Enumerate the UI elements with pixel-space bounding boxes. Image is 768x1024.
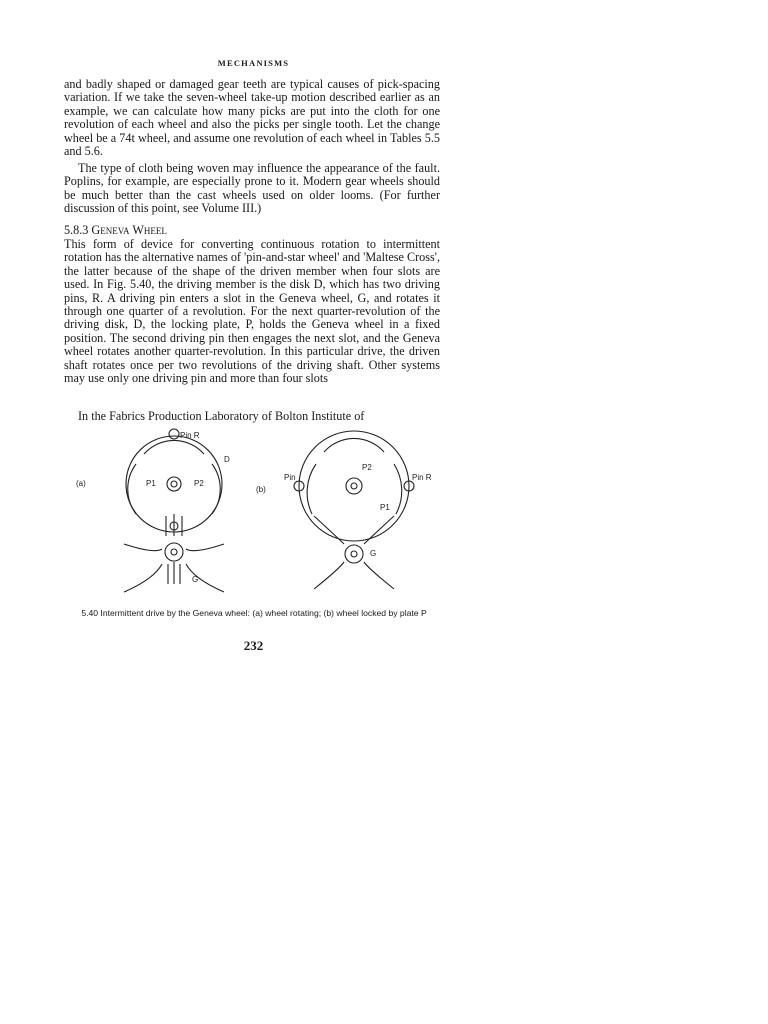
running-head: MECHANISMS xyxy=(217,58,290,68)
plate-arc-left-a xyxy=(128,464,136,514)
plate-arc-right-a xyxy=(212,464,220,514)
paragraph-text: This form of device for converting continuous rotation to intermittent rotation has the alternative names of 'pin-and-star wheel' and 'Maltese Cross', the latter because of the shape of the driven member when four slots are used. In Fig. 5.40, the driving member is the disk D, which has two driving pins, R. A driving pin enters a slot in the Geneva wheel, G, and rotates it through one quarter of a revolution. For the next quarter-revolution of the driving disk, D, the locking plate, P, holds the Geneva wheel in a fixed position. The second driving pin then engages the next slot, and the Geneva wheel rotates another quarter-revolution. In this particular drive, the driven shaft rotates once per two revolutions of the driving shaft. Other systems may use only one driving pin and more than four slots xyxy=(64,237,440,386)
geneva-arms-upper-b xyxy=(314,516,394,544)
paragraph-text: The type of cloth being woven may influence the appearance of the fault. Poplins, for example, are especially prone to it. Modern gear wheels should be much better than the cast wheels used on older looms. (For further discussion of this point, see Volume III.) xyxy=(64,161,440,216)
label-pin-r-a: Pin R xyxy=(180,431,200,440)
paragraph-pick-spacing xyxy=(64,78,440,158)
label-pin-left-b: Pin xyxy=(284,473,296,482)
label-a: (a) xyxy=(76,479,86,488)
geneva-slot-top-a xyxy=(166,514,182,536)
disk-hub-b xyxy=(346,478,362,494)
plate-arc-right-b xyxy=(394,464,402,514)
geneva-shaft-b xyxy=(351,551,357,557)
geneva-hub-a xyxy=(165,543,183,561)
section-heading: 5.8.3 Geneva Wheel xyxy=(64,223,167,237)
paragraph-cloth-type xyxy=(64,162,440,216)
locking-plate-arc-b xyxy=(324,438,384,452)
geneva-arms-lower-b xyxy=(314,562,394,589)
disk-hub-a xyxy=(167,477,181,491)
paragraph-geneva-wheel xyxy=(64,238,440,385)
label-b: (b) xyxy=(256,485,266,494)
label-g-b: G xyxy=(370,549,377,558)
geneva-hub-b xyxy=(345,545,363,563)
geneva-shaft-a xyxy=(171,549,177,555)
paragraph-bolton-institute xyxy=(64,410,440,423)
label-g-a: G xyxy=(192,575,199,584)
label-p2-b: P2 xyxy=(362,463,372,472)
label-p2-a: P2 xyxy=(194,479,204,488)
label-p1-a: P1 xyxy=(146,479,156,488)
book-page xyxy=(0,0,507,755)
disk-shaft-a xyxy=(171,481,177,487)
paragraph-text: and badly shaped or damaged gear teeth are typical causes of pick-spacing variation. If we take the seven-wheel take-up motion described earlier as an example, we can calculate how many picks are put into the cloth for one revolution of each wheel and also the picks per single tooth. Let the change wheel be a 74t wheel, and assume one revolution of each wheel in Tables 5.5 and 5.6. xyxy=(64,77,440,159)
figure-caption: 5.40 Intermittent drive by the Geneva wheel: (a) wheel rotating; (b) wheel locked by plate P xyxy=(81,608,427,618)
label-p1-b: P1 xyxy=(380,503,390,512)
paragraph-text: In the Fabrics Production Laboratory of Bolton Institute of xyxy=(78,409,365,423)
locking-plate-arc-a xyxy=(144,440,204,454)
geneva-slot-bottom-a xyxy=(168,562,180,584)
geneva-arms-upper-a xyxy=(124,544,224,551)
label-pin-r-b: Pin R xyxy=(412,473,432,482)
geneva-wheel-diagram xyxy=(64,424,444,609)
label-d-a: D xyxy=(224,455,230,464)
geneva-wheel-figure xyxy=(64,424,444,609)
driving-disk-b xyxy=(299,431,409,541)
page-number: 232 xyxy=(243,638,264,653)
drive-pin-a xyxy=(169,429,179,439)
plate-arc-left-b xyxy=(307,464,316,514)
disk-shaft-b xyxy=(351,483,357,489)
